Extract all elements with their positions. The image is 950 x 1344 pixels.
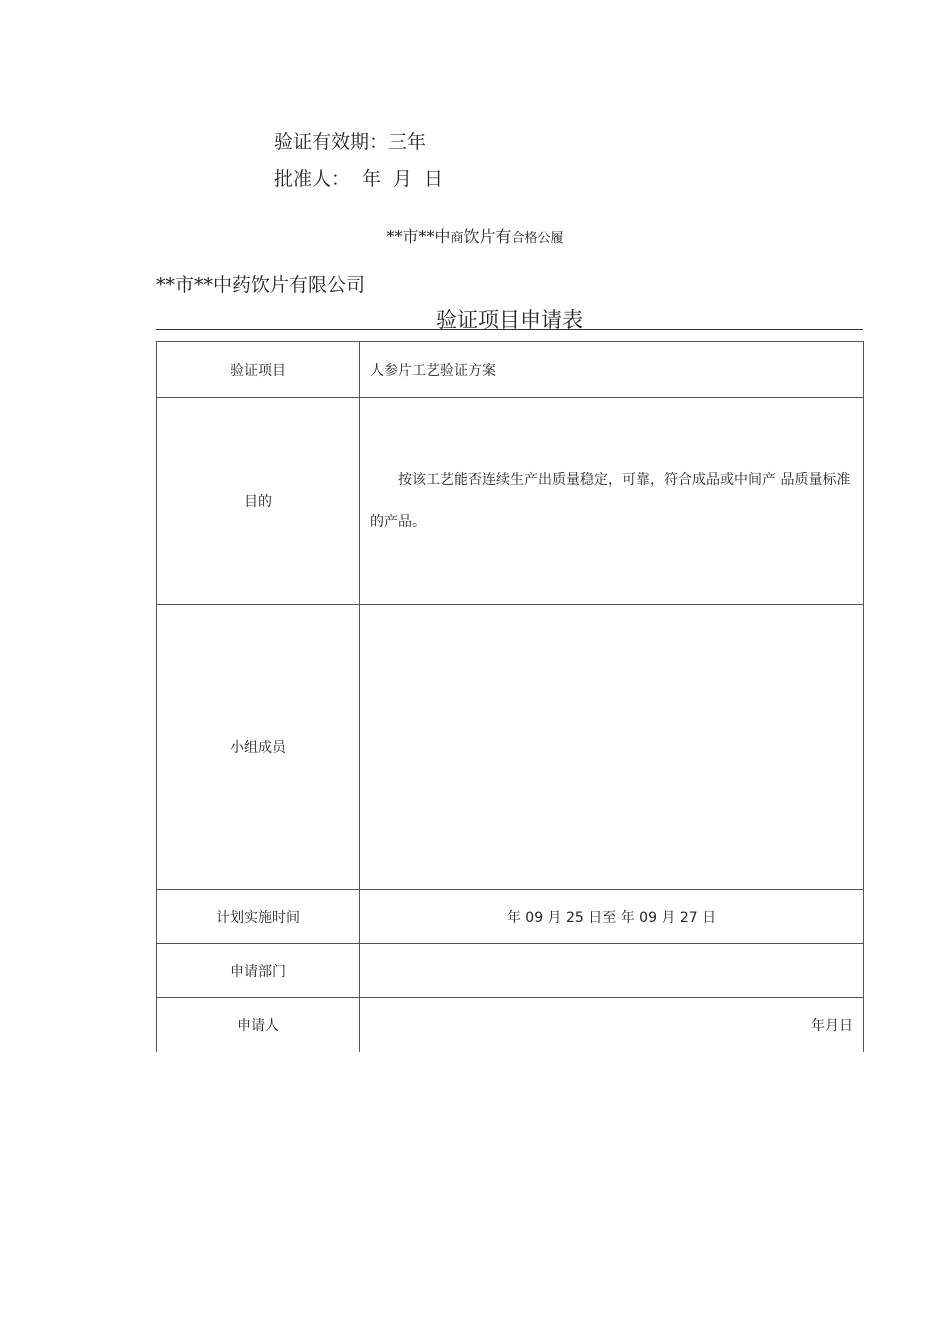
schedule-value: 年 09 月 25 日至 年 09 月 27 日 <box>360 890 864 944</box>
company-stamp-text <box>0 224 950 247</box>
validity-period: 验证有效期：三年 <box>274 131 427 153</box>
form-row-project <box>157 342 864 398</box>
form-row-schedule <box>157 890 864 944</box>
stamp-part-3: 饮片有 <box>463 227 512 246</box>
form-row-applicant <box>157 998 864 1052</box>
form-row-members <box>157 605 864 890</box>
approver-month: 月 <box>393 168 413 190</box>
stamp-part-2: 商 <box>450 231 464 246</box>
applicant-date: 年月日 <box>360 998 864 1052</box>
approver-line <box>274 164 455 191</box>
members-value <box>360 605 864 890</box>
form-row-department <box>157 944 864 998</box>
form-row-purpose <box>157 398 864 605</box>
stamp-part-4: 合格公履 <box>511 231 564 246</box>
approver-day: 日 <box>424 168 444 190</box>
application-form-table <box>156 341 864 1052</box>
title-divider <box>156 329 863 330</box>
company-name: **市**中药饮片有限公司 <box>156 274 366 296</box>
purpose-label: 目的 <box>157 398 360 605</box>
applicant-label: 申请人 <box>157 998 360 1052</box>
department-label: 申请部门 <box>157 944 360 998</box>
approver-year: 年 <box>362 168 382 190</box>
project-label: 验证项目 <box>157 342 360 398</box>
stamp-part-1: **市**中 <box>386 227 451 246</box>
project-value: 人参片工艺验证方案 <box>360 342 864 398</box>
form-title: 验证项目申请表 <box>436 308 583 332</box>
department-value <box>360 944 864 998</box>
approver-label: 批准人： <box>274 168 351 190</box>
purpose-value: 按该工艺能否连续生产出质量稳定，可靠，符合成品或中间产 品质量标准的产品。 <box>360 398 864 605</box>
members-label: 小组成员 <box>157 605 360 890</box>
schedule-label: 计划实施时间 <box>157 890 360 944</box>
